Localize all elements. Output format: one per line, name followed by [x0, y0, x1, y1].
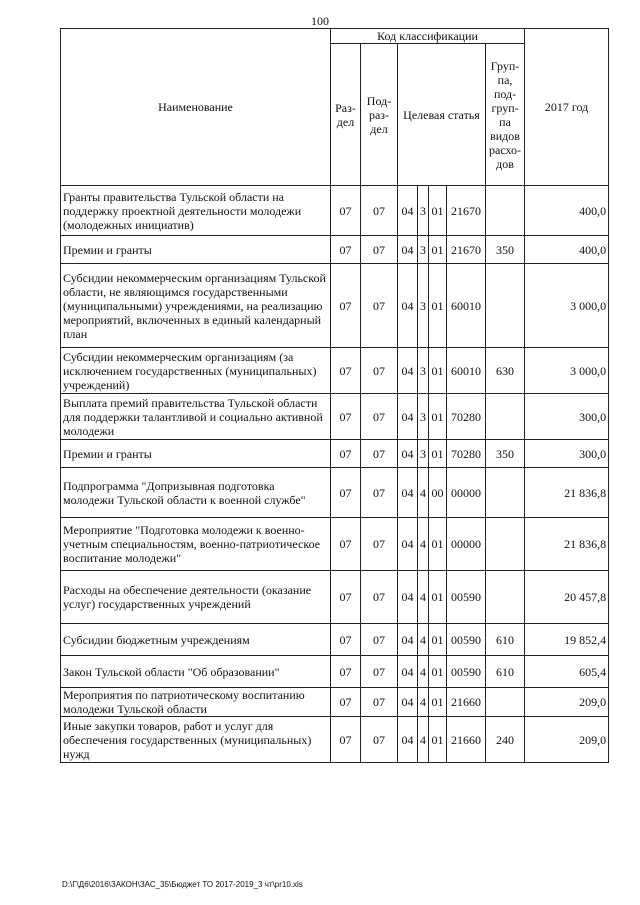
table-row	[61, 348, 609, 394]
row-expense-group: 630	[486, 348, 525, 394]
row-expense-group: 350	[486, 440, 525, 468]
row-podrazdel: 07	[361, 440, 398, 468]
row-podrazdel: 07	[361, 518, 398, 571]
row-amount: 21 836,8	[525, 518, 609, 571]
table-row	[61, 264, 609, 348]
row-amount: 400,0	[525, 236, 609, 264]
row-expense-group: 610	[486, 624, 525, 656]
row-name: Субсидии бюджетным учреждениям	[61, 624, 331, 656]
row-target-subprogram: 4	[418, 688, 429, 717]
row-razdel: 07	[331, 624, 361, 656]
table-row	[61, 518, 609, 571]
table-row	[61, 186, 609, 236]
row-target-direction: 21670	[447, 236, 486, 264]
row-target-subprogram: 4	[418, 624, 429, 656]
row-amount: 20 457,8	[525, 571, 609, 624]
row-podrazdel: 07	[361, 688, 398, 717]
row-target-direction: 70280	[447, 440, 486, 468]
row-name: Подпрограмма "Допризывная подготовка молодежи Тульской области к военной службе"	[61, 468, 331, 518]
row-podrazdel: 07	[361, 236, 398, 264]
row-target-subprogram: 4	[418, 468, 429, 518]
file-path-footer: D:\Г\Д6\2016\ЗАКОН\ЗАС_35\Бюджет ТО 2017-2019_3 чт\pr10.xls	[62, 880, 303, 889]
row-target-subprogram: 3	[418, 394, 429, 440]
page-number: 100	[311, 14, 329, 28]
row-expense-group	[486, 394, 525, 440]
row-podrazdel: 07	[361, 186, 398, 236]
table-row	[61, 571, 609, 624]
row-amount: 209,0	[525, 688, 609, 717]
row-podrazdel: 07	[361, 571, 398, 624]
row-razdel: 07	[331, 264, 361, 348]
row-target-event: 01	[429, 236, 447, 264]
table-row	[61, 394, 609, 440]
row-target-direction: 00590	[447, 571, 486, 624]
row-target-direction: 00590	[447, 624, 486, 656]
row-podrazdel: 07	[361, 348, 398, 394]
row-razdel: 07	[331, 186, 361, 236]
row-podrazdel: 07	[361, 394, 398, 440]
row-target-direction: 21670	[447, 186, 486, 236]
row-name: Мероприятия по патриотическому воспитанию молодежи Тульской области	[61, 688, 331, 717]
col-razdel-header: Раз- дел	[331, 44, 361, 186]
table-row	[61, 656, 609, 688]
row-target-direction: 21660	[447, 717, 486, 763]
row-target-event: 00	[429, 468, 447, 518]
row-target-event: 01	[429, 394, 447, 440]
col-podrazdel-header: Под- раз- дел	[361, 44, 398, 186]
row-name: Премии и гранты	[61, 236, 331, 264]
row-target-program: 04	[398, 468, 418, 518]
row-razdel: 07	[331, 348, 361, 394]
row-razdel: 07	[331, 518, 361, 571]
row-expense-group: 350	[486, 236, 525, 264]
row-podrazdel: 07	[361, 717, 398, 763]
row-podrazdel: 07	[361, 624, 398, 656]
table-body	[61, 186, 609, 763]
row-target-program: 04	[398, 186, 418, 236]
row-target-program: 04	[398, 264, 418, 348]
row-name: Закон Тульской области "Об образовании"	[61, 656, 331, 688]
row-target-event: 01	[429, 717, 447, 763]
row-target-program: 04	[398, 717, 418, 763]
row-name: Выплата премий правительства Тульской области для поддержки талантливой и социально активной молодежи	[61, 394, 331, 440]
row-amount: 3 000,0	[525, 264, 609, 348]
row-amount: 300,0	[525, 394, 609, 440]
row-target-subprogram: 4	[418, 571, 429, 624]
budget-table	[60, 28, 609, 763]
row-target-direction: 00000	[447, 518, 486, 571]
row-target-event: 01	[429, 264, 447, 348]
row-target-event: 01	[429, 624, 447, 656]
table-row	[61, 468, 609, 518]
row-name: Мероприятие "Подготовка молодежи к военно-учетным специальностям, военно-патриотическое воспитание молодежи"	[61, 518, 331, 571]
row-target-subprogram: 3	[418, 186, 429, 236]
table-row	[61, 624, 609, 656]
row-expense-group	[486, 688, 525, 717]
row-razdel: 07	[331, 468, 361, 518]
row-target-subprogram: 4	[418, 518, 429, 571]
row-expense-group	[486, 571, 525, 624]
col-name-header: Наименование	[61, 29, 331, 186]
row-amount: 209,0	[525, 717, 609, 763]
row-target-subprogram: 4	[418, 717, 429, 763]
row-podrazdel: 07	[361, 656, 398, 688]
row-target-direction: 60010	[447, 348, 486, 394]
row-target-event: 01	[429, 186, 447, 236]
row-razdel: 07	[331, 236, 361, 264]
row-expense-group: 610	[486, 656, 525, 688]
row-target-event: 01	[429, 348, 447, 394]
row-razdel: 07	[331, 571, 361, 624]
row-target-event: 01	[429, 571, 447, 624]
row-target-program: 04	[398, 236, 418, 264]
table-row	[61, 440, 609, 468]
row-amount: 21 836,8	[525, 468, 609, 518]
row-amount: 300,0	[525, 440, 609, 468]
row-target-subprogram: 3	[418, 440, 429, 468]
row-razdel: 07	[331, 440, 361, 468]
col-year-header: 2017 год	[525, 29, 609, 186]
row-name: Иные закупки товаров, работ и услуг для обеспечения государственных (муниципальных) нужд	[61, 717, 331, 763]
row-target-event: 01	[429, 518, 447, 571]
row-target-program: 04	[398, 348, 418, 394]
row-razdel: 07	[331, 688, 361, 717]
col-code-header: Код классификации	[331, 29, 525, 44]
row-target-program: 04	[398, 656, 418, 688]
row-amount: 3 000,0	[525, 348, 609, 394]
row-target-subprogram: 3	[418, 264, 429, 348]
row-podrazdel: 07	[361, 264, 398, 348]
row-name: Гранты правительства Тульской области на поддержку проектной деятельности молодежи (молодежных инициатив)	[61, 186, 331, 236]
row-amount: 19 852,4	[525, 624, 609, 656]
col-group-header: Груп- па, под- груп- па видов расхо- дов	[486, 44, 525, 186]
row-name: Расходы на обеспечение деятельности (оказание услуг) государственных учреждений	[61, 571, 331, 624]
row-name: Субсидии некоммерческим организациям Тульской области, не являющимся государственными (муниципальными) учреждениями, на реализацию мероприятий, включенных в единый календарный план	[61, 264, 331, 348]
row-expense-group	[486, 468, 525, 518]
row-target-program: 04	[398, 571, 418, 624]
row-target-program: 04	[398, 688, 418, 717]
row-target-event: 01	[429, 656, 447, 688]
table-row	[61, 717, 609, 763]
row-target-program: 04	[398, 440, 418, 468]
row-expense-group	[486, 186, 525, 236]
row-target-direction: 00590	[447, 656, 486, 688]
row-razdel: 07	[331, 717, 361, 763]
row-expense-group: 240	[486, 717, 525, 763]
row-amount: 605,4	[525, 656, 609, 688]
row-target-program: 04	[398, 394, 418, 440]
header-row-1	[61, 29, 609, 44]
row-target-subprogram: 3	[418, 348, 429, 394]
row-razdel: 07	[331, 656, 361, 688]
row-target-subprogram: 4	[418, 656, 429, 688]
row-expense-group	[486, 264, 525, 348]
row-target-program: 04	[398, 624, 418, 656]
row-name: Субсидии некоммерческим организациям (за исключением государственных (муниципальных) учреждений)	[61, 348, 331, 394]
row-target-program: 04	[398, 518, 418, 571]
row-razdel: 07	[331, 394, 361, 440]
row-target-direction: 60010	[447, 264, 486, 348]
row-target-event: 01	[429, 440, 447, 468]
row-target-direction: 00000	[447, 468, 486, 518]
row-target-direction: 70280	[447, 394, 486, 440]
row-amount: 400,0	[525, 186, 609, 236]
table-row	[61, 236, 609, 264]
row-name: Премии и гранты	[61, 440, 331, 468]
row-target-direction: 21660	[447, 688, 486, 717]
row-target-event: 01	[429, 688, 447, 717]
row-podrazdel: 07	[361, 468, 398, 518]
col-target-header: Целевая статья	[398, 44, 486, 186]
row-expense-group	[486, 518, 525, 571]
row-target-subprogram: 3	[418, 236, 429, 264]
table-row	[61, 688, 609, 717]
